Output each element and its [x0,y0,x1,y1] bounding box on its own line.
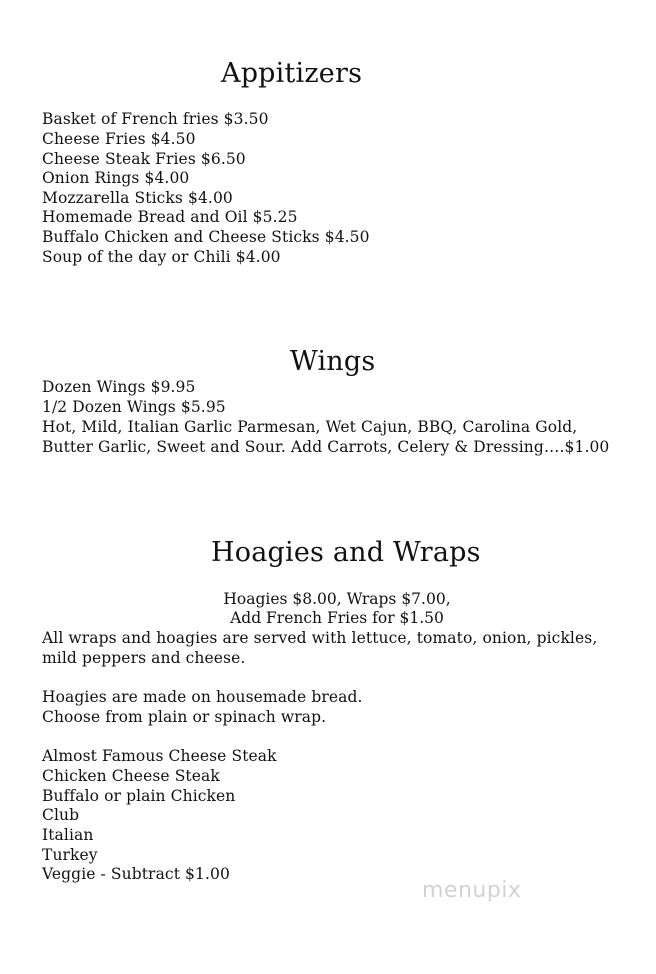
hoagie-item: Veggie - Subtract $1.00 [42,865,230,883]
wings-line: Butter Garlic, Sweet and Sour. Add Carrots, Celery & Dressing….$1.00 [42,438,610,456]
appetizer-item: Mozzarella Sticks $4.00 [42,189,233,207]
appetizer-item: Soup of the day or Chili $4.00 [42,248,281,266]
hoagie-item: Almost Famous Cheese Steak [42,747,277,765]
hoagie-item: Buffalo or plain Chicken [42,787,236,805]
hoagies-description-line: All wraps and hoagies are served with lettuce, tomato, onion, pickles, [42,629,598,647]
wings-line: Dozen Wings $9.95 [42,378,196,396]
menupix-watermark: menupix [422,878,522,903]
hoagie-item: Chicken Cheese Steak [42,767,220,785]
hoagies-description-line: mild peppers and cheese. [42,649,246,667]
hoagie-item: Italian [42,826,94,844]
appetizer-item: Buffalo Chicken and Cheese Sticks $4.50 [42,228,370,246]
hoagie-item: Turkey [42,846,98,864]
appetizer-item: Basket of French fries $3.50 [42,110,269,128]
wings-title: Wings [290,346,376,377]
bread-note-line: Hoagies are made on housemade bread. [42,688,363,706]
appetizer-item: Cheese Steak Fries $6.50 [42,150,246,168]
hoagies-price-line: Hoagies $8.00, Wraps $7.00, [223,590,451,608]
appetizer-item: Onion Rings $4.00 [42,169,190,187]
wings-line: Hot, Mild, Italian Garlic Parmesan, Wet Cajun, BBQ, Carolina Gold, [42,418,578,436]
hoagie-item: Club [42,806,80,824]
appetizer-item: Cheese Fries $4.50 [42,130,196,148]
hoagies-title: Hoagies and Wraps [211,537,481,568]
bread-note-line: Choose from plain or spinach wrap. [42,708,327,726]
appetizers-title: Appitizers [221,58,363,89]
fries-addon-line: Add French Fries for $1.50 [230,609,444,627]
appetizer-item: Homemade Bread and Oil $5.25 [42,208,298,226]
wings-line: 1/2 Dozen Wings $5.95 [42,398,226,416]
